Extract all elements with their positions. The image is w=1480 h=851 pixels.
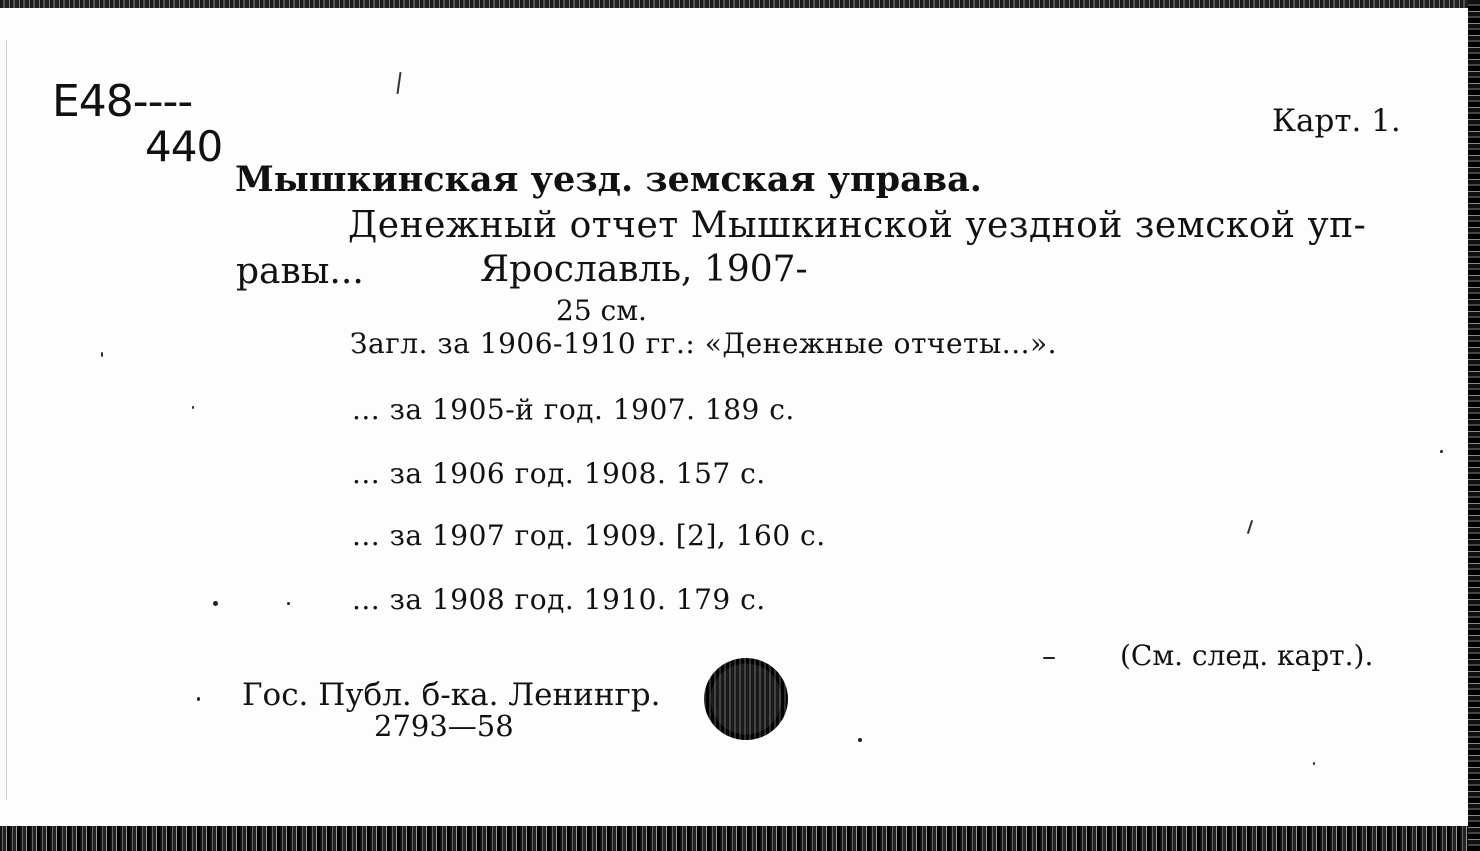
entry-1907: ... за 1907 год. 1909. [2], 160 с.: [352, 519, 826, 552]
title-note: Загл. за 1906-1910 гг.: «Денежные отчеты...».: [350, 327, 1058, 360]
card-bottom-edge: [0, 826, 1480, 851]
card-number: Карт. 1.: [1272, 103, 1401, 139]
entry-1908: ... за 1908 год. 1910. 179 с.: [352, 583, 766, 616]
scan-artifact: [1247, 520, 1253, 534]
title-line-1: Денежный отчет Мышкинской уездной земской уп-: [348, 205, 1367, 246]
scan-artifact: [396, 72, 401, 94]
scan-speck: [213, 601, 218, 606]
scan-speck: [197, 697, 200, 701]
library-name: Гос. Публ. б-ка. Ленингр.: [242, 677, 661, 713]
library-number: 2793—58: [374, 709, 514, 743]
size: 25 см.: [556, 294, 647, 327]
entry-1905: ... за 1905-й год. 1907. 189 с.: [352, 393, 795, 426]
scan-speck: [192, 406, 194, 409]
card-right-edge: [1468, 0, 1480, 851]
scan-speck: [101, 352, 103, 357]
see-next-card: (См. след. карт.).: [1120, 639, 1374, 672]
title-line-2-start: равы...: [236, 251, 364, 292]
scan-speck: [858, 738, 862, 742]
entry-1906: ... за 1906 год. 1908. 157 с.: [352, 457, 766, 490]
card-left-edge: [6, 40, 7, 800]
scan-speck: [1043, 657, 1055, 659]
scan-speck: [1313, 762, 1315, 765]
scan-speck: [287, 602, 290, 605]
card-top-edge: [0, 0, 1480, 8]
heading: Мышкинская уезд. земская управа.: [235, 159, 982, 200]
scan-speck: [1440, 450, 1443, 453]
call-number-top: E48----: [52, 76, 193, 127]
title-line-2-place: Ярославль, 1907-: [480, 249, 808, 290]
ink-stamp: [704, 658, 788, 740]
call-number-bottom: 440: [145, 122, 223, 171]
